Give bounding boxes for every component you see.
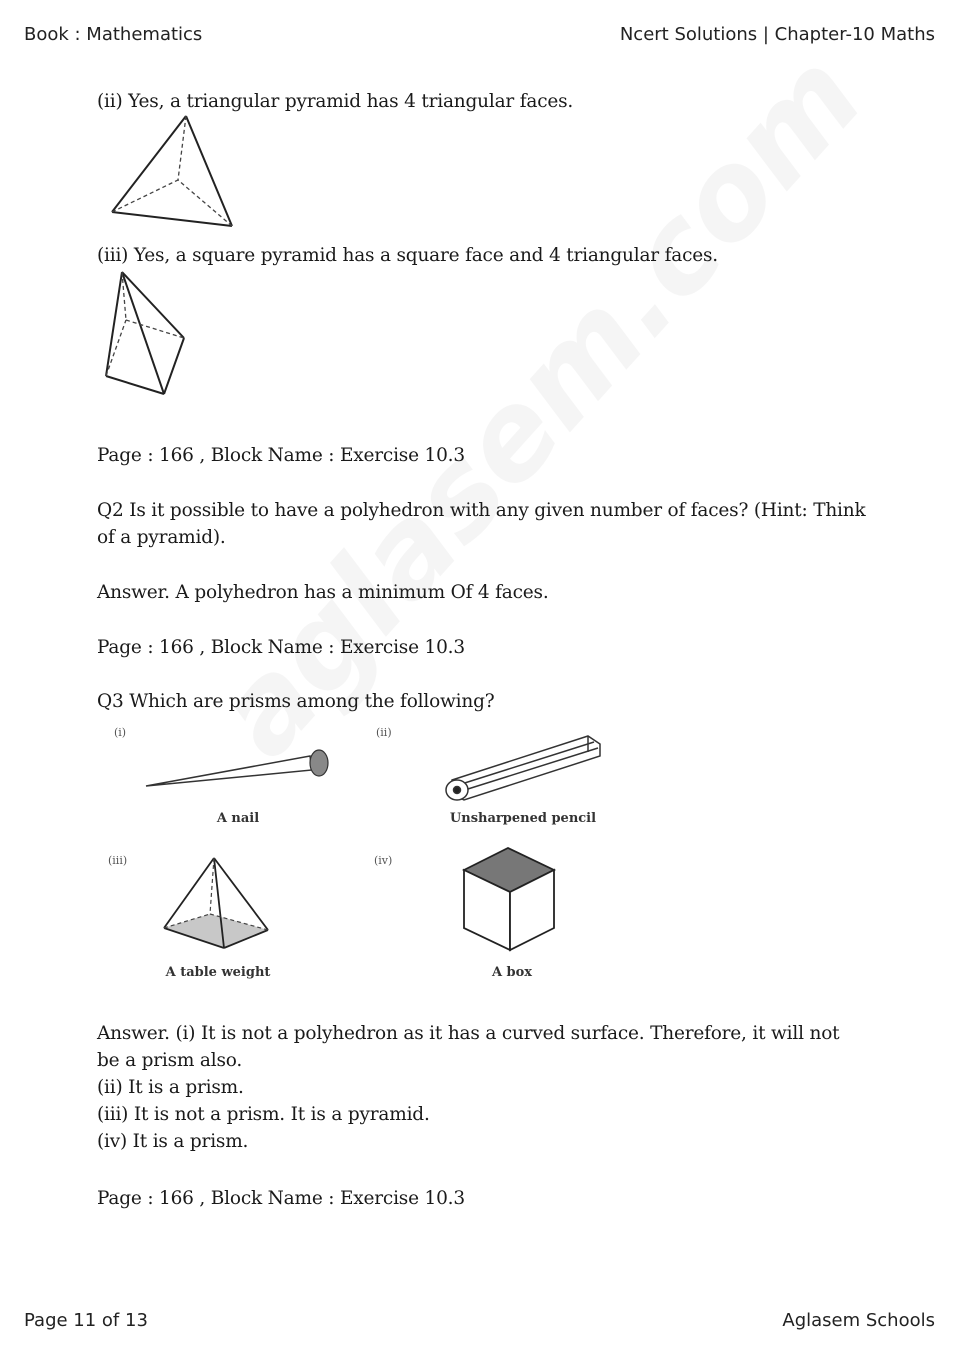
table-weight-drawing (164, 858, 268, 948)
nail-drawing (146, 750, 328, 786)
footer-page-number: Page 11 of 13 (24, 1310, 148, 1331)
caption-nail: A nail (216, 811, 260, 826)
answer-item-iii: (iii) Yes, a square pyramid has a square face and 4 triangular faces. (97, 245, 718, 266)
question-3: Q3 Which are prisms among the following? (97, 691, 495, 712)
prism-options-figure (100, 718, 620, 990)
caption-table-weight: A table weight (165, 965, 271, 980)
header-chapter-title: Ncert Solutions | Chapter-10 Maths (619, 24, 935, 45)
watermark (190, 28, 890, 783)
pencil-drawing (446, 736, 600, 800)
footer-publisher: Aglasem Schools (782, 1310, 935, 1331)
answer-3-line-1: Answer. (i) It is not a polyhedron as it has a curved surface. Therefore, it will not be a prism also. (97, 1023, 840, 1071)
page-reference-3: Page : 166 , Block Name : Exercise 10.3 (97, 1188, 465, 1209)
box-drawing (464, 848, 554, 950)
header-book-title: Book : Mathematics (24, 24, 203, 45)
caption-pencil: Unsharpened pencil (449, 811, 597, 826)
page-reference-1: Page : 166 , Block Name : Exercise 10.3 (97, 445, 465, 466)
option-iv-number: (iv) (374, 854, 393, 867)
answer-2: Answer. A polyhedron has a minimum Of 4 faces. (97, 582, 549, 603)
answer-3-line-3: (iii) It is not a prism. It is a pyramid. (97, 1104, 430, 1125)
square-pyramid-figure (100, 268, 200, 398)
option-i-number: (i) (114, 726, 127, 739)
answer-3-line-4: (iv) It is a prism. (97, 1131, 249, 1152)
option-iii-number: (iii) (108, 854, 128, 867)
answer-item-ii: (ii) Yes, a triangular pyramid has 4 triangular faces. (97, 91, 574, 112)
caption-box: A box (491, 965, 533, 980)
question-2: Q2 Is it possible to have a polyhedron with any given number of faces? (Hint: Think of a pyramid). (97, 500, 866, 548)
triangular-pyramid-figure (100, 112, 250, 232)
page-reference-2: Page : 166 , Block Name : Exercise 10.3 (97, 637, 465, 658)
answer-3-line-2: (ii) It is a prism. (97, 1077, 244, 1098)
option-ii-number: (ii) (376, 726, 392, 739)
answer-3 (97, 1020, 867, 1155)
